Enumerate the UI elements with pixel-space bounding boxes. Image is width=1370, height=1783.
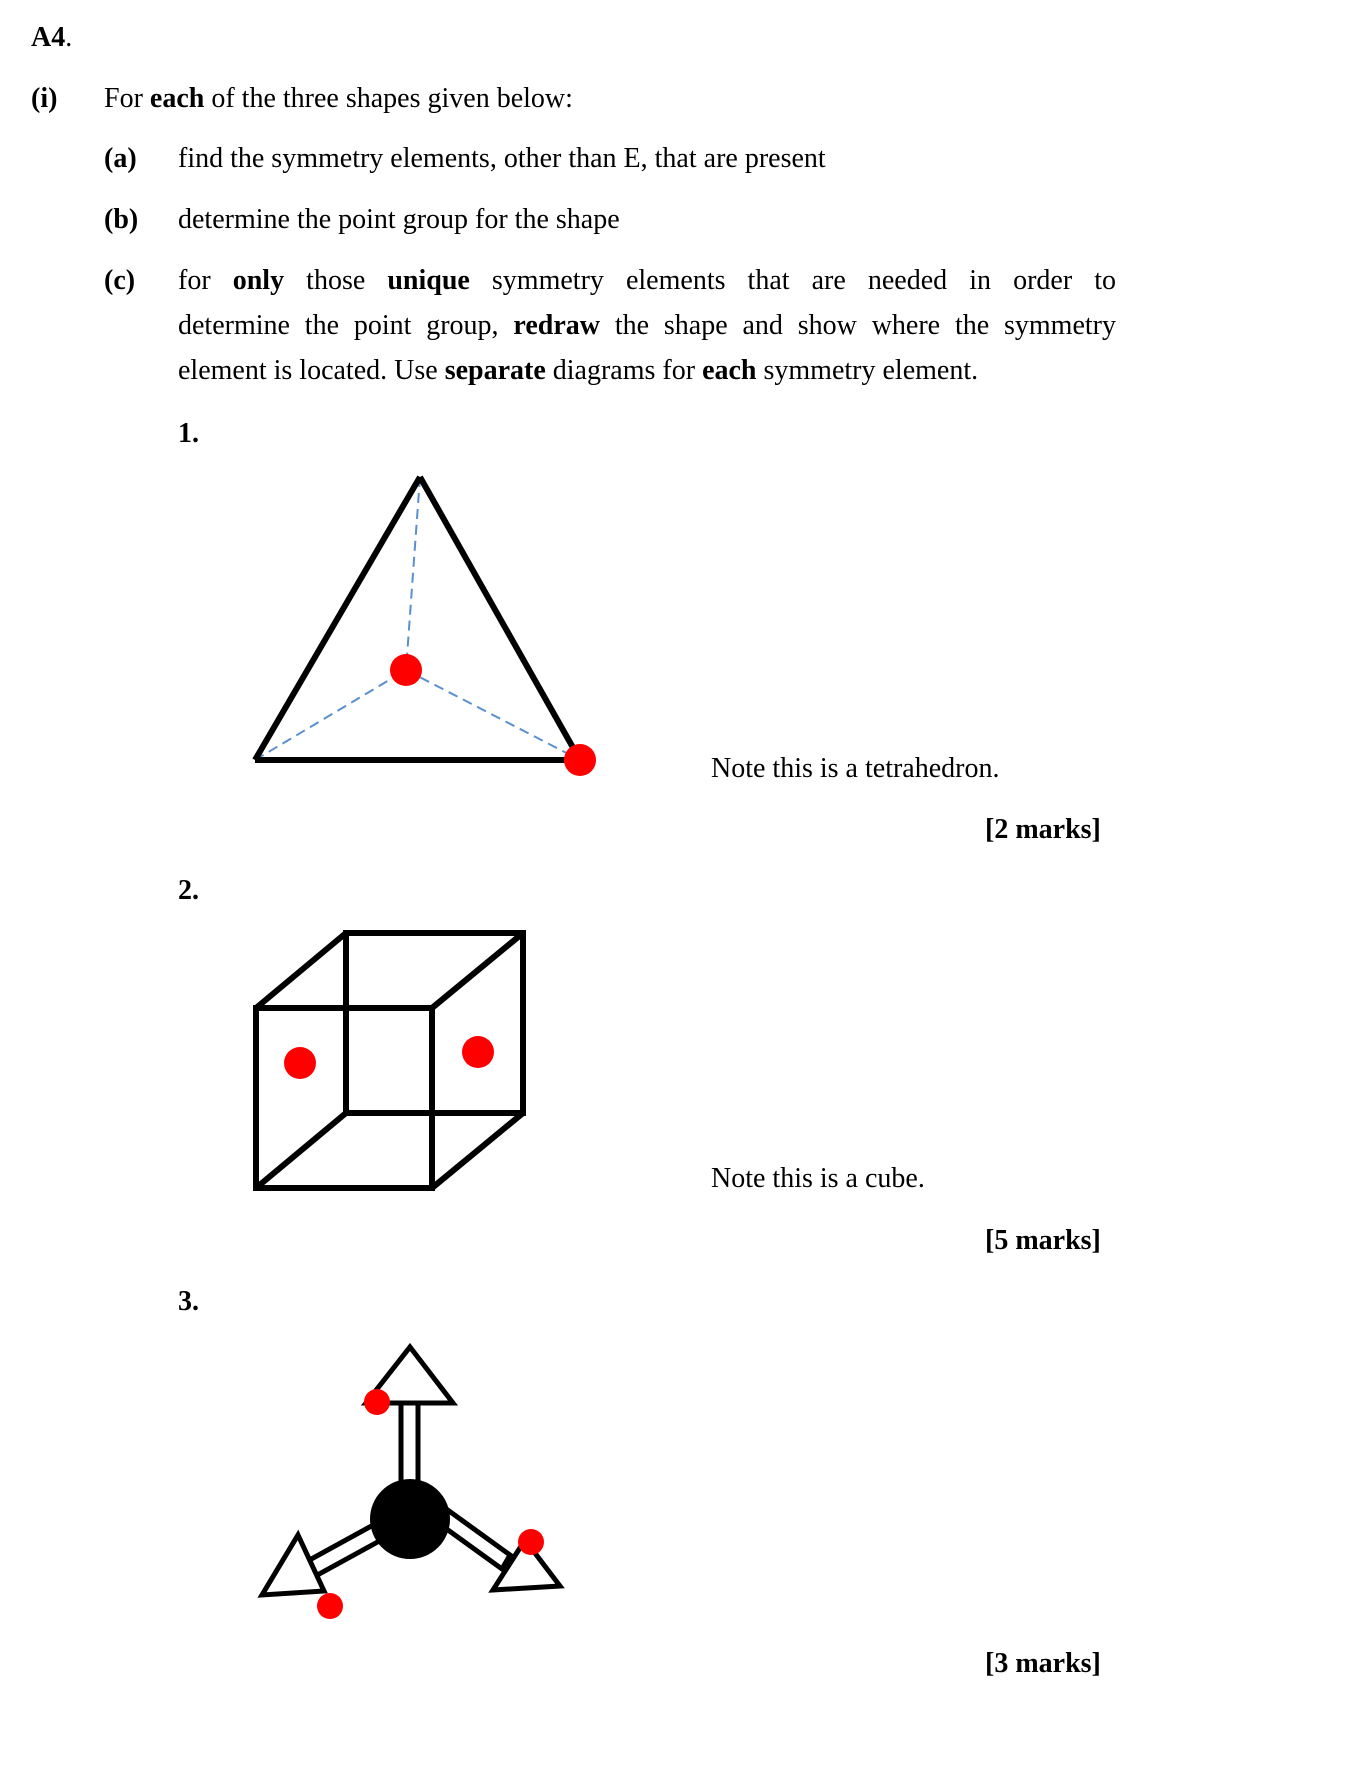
sub-c-line-1: for only those unique symmetry elements that are needed in order to xyxy=(178,265,1116,296)
part-label: (i) xyxy=(31,83,58,114)
sub-a-text: find the symmetry elements, other than E, that are present xyxy=(178,143,826,174)
cube-icon xyxy=(250,925,530,1195)
shape-1-note: Note this is a tetrahedron. xyxy=(711,753,1000,784)
shape-2-marks: [5 marks] xyxy=(985,1225,1101,1256)
shape-3-number: 3. xyxy=(178,1286,199,1317)
shape-1-marks: [2 marks] xyxy=(985,814,1101,845)
tetrahedron-icon xyxy=(240,465,610,795)
sub-c-line-2: determine the point group, redraw the shape and show where the symmetry xyxy=(178,310,1116,341)
shape-2-number: 2. xyxy=(178,875,199,906)
sub-b-text: determine the point group for the shape xyxy=(178,204,620,235)
question-number: A4. xyxy=(31,22,73,53)
intro-text: For each of the three shapes given below: xyxy=(104,83,573,114)
sub-b-label: (b) xyxy=(104,204,139,235)
sub-a-label: (a) xyxy=(104,143,137,174)
three-arrow-molecule-icon xyxy=(250,1335,580,1625)
shape-2-note: Note this is a cube. xyxy=(711,1163,925,1194)
shape-1-number: 1. xyxy=(178,418,199,449)
sub-c-line-3: element is located. Use separate diagrams for each symmetry element. xyxy=(178,355,979,386)
sub-c-label: (c) xyxy=(104,265,136,296)
shape-3-marks: [3 marks] xyxy=(985,1648,1101,1679)
